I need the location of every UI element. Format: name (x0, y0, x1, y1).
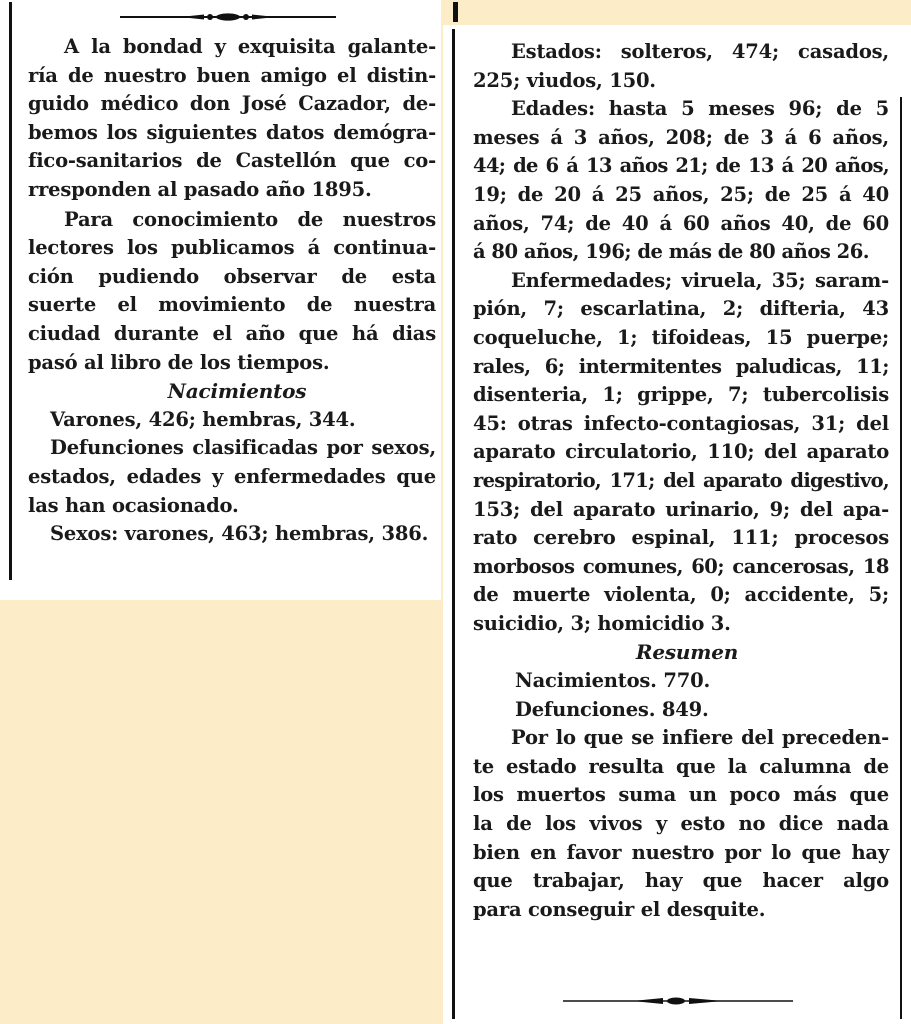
text-line: lectores los publicamos á continua- (28, 236, 436, 260)
enfermedades-paragraph (473, 267, 889, 639)
text-line: estados, edades y enfermedades que (28, 464, 436, 488)
text-line: Por lo que se infiere del preceden- (511, 726, 889, 750)
text-line: los muertos suma un poco más que (473, 783, 889, 807)
resumen-nacimientos: Nacimientos. 770. (515, 669, 711, 693)
text-line: bemos los siguientes datos demógra- (28, 120, 436, 144)
text-line: rato cerebro espinal, 111; procesos (473, 526, 889, 550)
text-line: aparato circulatorio, 110; del aparato (473, 440, 889, 464)
heading-resumen: Resumen (635, 640, 739, 665)
text-line: 19; de 20 á 25 años, 25; de 25 á 40 (473, 182, 889, 206)
intro-paragraph (28, 33, 436, 205)
text-line: pión, 7; escarlatina, 2; difteria, 43 (473, 297, 889, 321)
text-line: bien en favor nuestro por lo que hay (473, 840, 889, 864)
left-column-text (28, 33, 436, 549)
right-column-clipping (443, 25, 911, 1024)
text-line: A la bondad y exquisita galante- (64, 35, 436, 58)
text-line: suicidio, 3; homicidio 3. (473, 611, 731, 635)
text-line: Edades: hasta 5 meses 96; de 5 (511, 97, 889, 121)
column-rule-right (900, 97, 902, 1019)
defunciones-paragraph (28, 434, 436, 520)
text-line: fico-sanitarios de Castellón que co- (28, 149, 436, 173)
heading-nacimientos: Nacimientos (167, 379, 307, 404)
conclusion-paragraph (473, 724, 889, 924)
text-line: coqueluche, 1; tifoideas, 15 puerpe; (473, 325, 889, 349)
text-line: guido médico don José Cazador, de- (28, 92, 436, 116)
text-line: respiratorio, 171; del aparato digestivo, (473, 468, 889, 492)
column-rule-left (9, 2, 12, 580)
text-line: años, 74; de 40 á 60 años 40, de 60 (473, 211, 889, 235)
text-line: morbosos comunes, 60; cancerosas, 18 (473, 554, 889, 578)
text-line: ría de nuestro buen amigo el distin- (28, 63, 436, 87)
right-column-text (473, 38, 889, 924)
text-line: que trabajar, hay que hacer algo (473, 869, 889, 893)
text-line: rresponden al pasado año 1895. (28, 177, 372, 201)
text-line: ciudad durante el año que há dias (28, 321, 436, 345)
text-line: de muerte violenta, 0; accidente, 5; (473, 583, 889, 607)
text-line: suerte el movimiento de nuestra (28, 293, 436, 317)
text-line: te estado resulta que la calumna de (473, 754, 889, 778)
text-line: Para conocimiento de nuestros (64, 207, 436, 231)
text-line: las han ocasionado. (28, 493, 239, 517)
resumen-defunciones: Defunciones. 849. (515, 697, 709, 721)
text-line: 153; del aparato urinario, 9; del apa- (473, 497, 889, 521)
text-line: Estados: solteros, 474; casados, (511, 40, 889, 63)
column-rule-left (452, 29, 455, 1019)
text-line: 44; de 6 á 13 años 21; de 13 á 20 años, (473, 154, 889, 178)
estados-paragraph (473, 38, 889, 95)
text-line: Defunciones clasificadas por sexos, (50, 436, 436, 460)
text-line: para conseguir el desquite. (473, 897, 766, 921)
text-line: rales, 6; intermitentes paludicas, 11; (473, 354, 889, 378)
readers-paragraph (28, 206, 436, 378)
text-line: disenteria, 1; grippe, 7; tubercolisis (473, 383, 889, 407)
text-line: la de los vivos y esto no dice nada (473, 812, 889, 836)
ornament-divider-bottom (563, 997, 793, 1005)
text-line: pasó al libro de los tiempos. (28, 350, 330, 374)
text-line: meses á 3 años, 208; de 3 á 6 años, (473, 125, 889, 149)
column-rule-center-top-stub (455, 2, 458, 22)
edades-paragraph (473, 95, 889, 267)
text-line: á 80 años, 196; de más de 80 años 26. (473, 240, 870, 264)
nacimientos-line: Varones, 426; hembras, 344. (50, 407, 356, 431)
text-line: Enfermedades; viruela, 35; saram- (511, 268, 889, 292)
text-line: 45: otras infecto-contagiosas, 31; del (473, 411, 889, 435)
sexos-line: Sexos: varones, 463; hembras, 386. (50, 522, 429, 546)
ornament-divider-top (120, 13, 336, 21)
left-column-clipping (0, 0, 441, 600)
text-line: ción pudiendo observar de esta (28, 264, 436, 288)
text-line: 225; viudos, 150. (473, 68, 656, 92)
